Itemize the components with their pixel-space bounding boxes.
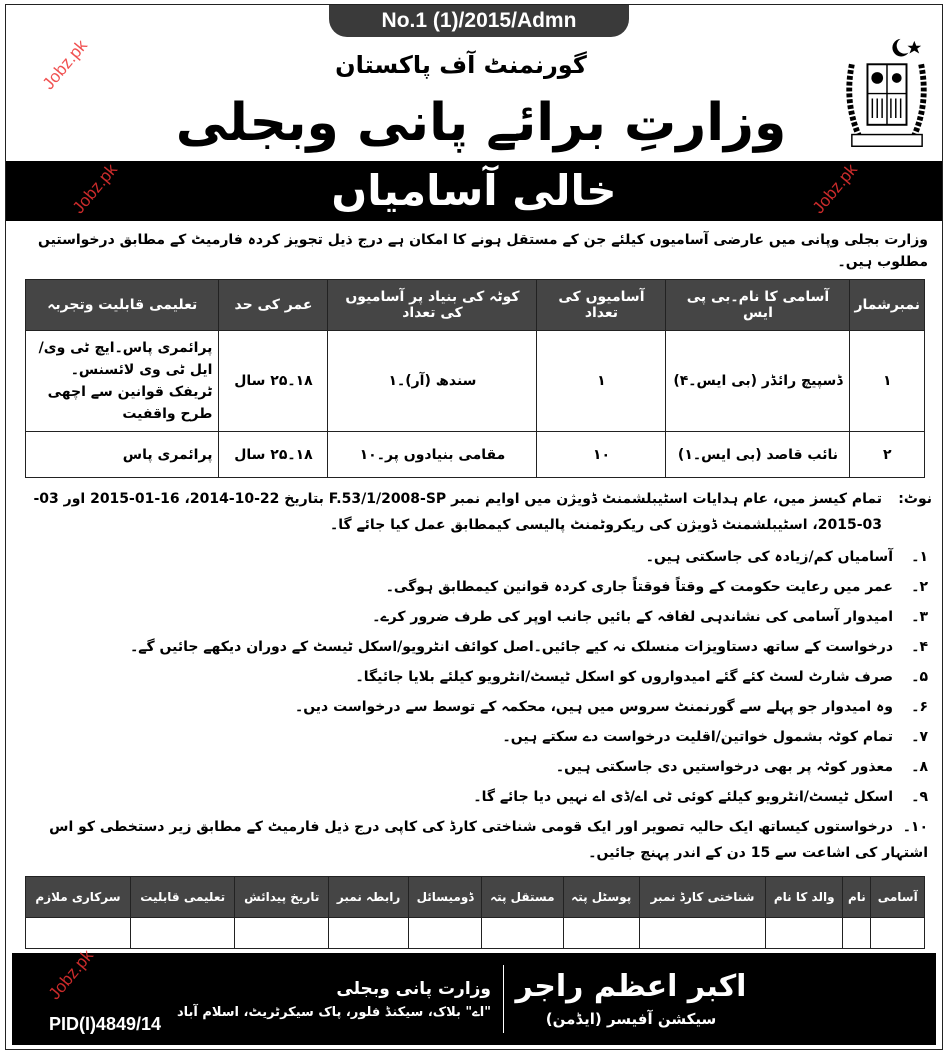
header-post: آسامی کا نام۔بی پی ایس: [666, 280, 850, 331]
empty-cell: [766, 918, 843, 949]
conditions-list: [20, 544, 928, 868]
empty-cell: [26, 918, 131, 949]
header-father-name: والد کا نام: [766, 877, 843, 918]
header-govt-employee: سرکاری ملازم: [26, 877, 131, 918]
empty-cell: [409, 918, 482, 949]
empty-cell: [563, 918, 639, 949]
header-postal-address: پوسٹل پتہ: [563, 877, 639, 918]
ministry-title: وزارتِ برائے پانی وبجلی: [175, 93, 787, 153]
signatory-title: سیکشن آفیسر (ایڈمن): [545, 1010, 717, 1028]
cell-age: ۱۸۔۲۵ سال: [219, 432, 328, 478]
header-qualification: تعلیمی قابلیت: [130, 877, 235, 918]
empty-cell: [843, 918, 871, 949]
signatory-name: اکبر اعظم راجر: [515, 969, 747, 1004]
cell-age: ۱۸۔۲۵ سال: [219, 331, 328, 432]
header-domicile: ڈومیسائل: [409, 877, 482, 918]
watermark: Jobz.pk: [44, 946, 98, 1004]
government-title: گورنمنٹ آف پاکستان: [335, 51, 587, 79]
list-item: ۱۰۔درخواستوں کیساتھ ایک حالیہ تصویر اور ایک قومی شناختی کارڈ کی کاپی درج ذیل فارمیٹ کے مطابق زیر دستخطی کو اس اشتہار کی اشاعت سے 15 دن کے اندر پہنچ جائیں۔: [49, 819, 928, 861]
pid-number: PID(I)4849/14: [48, 1014, 161, 1034]
vacancies-banner-text: خالی آسامیاں: [331, 166, 617, 215]
header-quota: کوٹہ کی بنیاد پر آسامیوں کی تعداد: [328, 280, 537, 331]
department-name: وزارت پانی وبجلی: [336, 979, 491, 999]
note-text: تمام کیسز میں، عام ہدایات اسٹیبلشمنٹ ڈویژن میں اوایم نمبر F.53/1/2008-SP بتاریخ 22-10-2014، 16-01-2015 اور 03-03-2015، اسٹیبلشمنٹ ڈویژن کی ریکروٹمنٹ پالیسی کیمطابق عمل کیا جائے گا۔: [33, 491, 882, 533]
table-row: [26, 918, 925, 949]
cell-count: ۱۰: [537, 432, 666, 478]
header-name: نام: [843, 877, 871, 918]
pid-block: [12, 957, 161, 1041]
cell-qualification: پرائمری پاس۔ایچ ٹی وی/ایل ٹی وی لائسنس۔ ٹریفک قوانین سے اچھی طرح واقفیت: [26, 331, 219, 432]
empty-cell: [639, 918, 765, 949]
header-sno: نمبرشمار: [850, 280, 925, 331]
header-dob: تاریخ پیدائش: [235, 877, 329, 918]
list-item: ۴۔درخواست کے ساتھ دستاویزات منسلک نہ کیے جائیں۔اصل کوائف انٹرویو/اسکل ٹیسٹ کے دوران دیکھے جائیں گے۔: [130, 639, 928, 655]
divider: [503, 965, 504, 1033]
header-contact: رابطہ نمبر: [329, 877, 409, 918]
signatory-block: [516, 957, 746, 1041]
cell-qualification: پرائمری پاس: [26, 432, 219, 478]
list-item: ۵۔صرف شارٹ لسٹ کئے گئے امیدواروں کو اسکل ٹیسٹ/انٹرویو کیلئے بلایا جائیگا۔: [355, 669, 928, 685]
list-item: ۸۔معذور کوٹہ پر بھی درخواستیں دی جاسکتی ہیں۔: [555, 759, 928, 775]
watermark: Jobz.pk: [68, 160, 122, 218]
vacancies-banner: [6, 161, 942, 221]
department-block: [161, 957, 491, 1041]
header-qualification: تعلیمی قابلیت وتجربہ: [26, 280, 219, 331]
table-row: [26, 432, 925, 478]
empty-cell: [482, 918, 563, 949]
cell-post: نائب قاصد (بی ایس۔۱): [666, 432, 850, 478]
list-item: ۲۔عمر میں رعایت حکومت کے وقتاً فوقتاً جاری کردہ قوانین کیمطابق ہوگی۔: [385, 579, 928, 595]
application-format-table: [25, 876, 925, 949]
empty-cell: [235, 918, 329, 949]
note-section: [16, 486, 932, 538]
reference-number: No.1 (1)/2015/Admn: [329, 5, 629, 37]
cell-sno: ۱: [850, 331, 925, 432]
cell-count: ۱: [537, 331, 666, 432]
header-age: عمر کی حد: [219, 280, 328, 331]
department-address: "اے" بلاک، سیکنڈ فلور، پاک سیکرٹریٹ، اسلام آباد: [176, 1005, 491, 1020]
watermark: Jobz.pk: [38, 36, 92, 94]
header-permanent-address: مستقل پتہ: [482, 877, 563, 918]
state-emblem-icon: [839, 35, 934, 157]
table-header-row: [26, 877, 925, 918]
intro-text: وزارت بجلی وپانی میں عارضی آسامیوں کیلئے جن کے مستقل ہونے کا امکان ہے درج ذیل تجویز کردہ فارمیٹ کے مطابق درخواستیں مطلوب ہیں۔: [38, 232, 928, 270]
advertisement-frame: [5, 4, 943, 1050]
empty-cell: [130, 918, 235, 949]
list-item: ۷۔تمام کوٹہ بشمول خواتین/اقلیت درخواست دے سکتے ہیں۔: [502, 729, 928, 745]
list-item: ۹۔اسکل ٹیسٹ/انٹرویو کیلئے کوئی ٹی اے/ڈی اے نہیں دیا جائے گا۔: [473, 789, 928, 805]
cell-quota: مقامی بنیادوں پر۔۱۰: [328, 432, 537, 478]
list-item: ۶۔وہ امیدوار جو پہلے سے گورنمنٹ سروس میں ہیں، محکمہ کے توسط سے درخواست دیں۔: [295, 699, 928, 715]
vacancies-table: [25, 279, 925, 478]
empty-cell: [871, 918, 925, 949]
header-count: آسامیوں کی تعداد: [537, 280, 666, 331]
list-item: ۱۔آسامیاں کم/زیادہ کی جاسکتی ہیں۔: [645, 549, 928, 565]
empty-cell: [329, 918, 409, 949]
cell-post: ڈسپیچ رائڈر (بی ایس۔۴): [666, 331, 850, 432]
watermark: Jobz.pk: [808, 160, 862, 218]
cell-quota: سندھ (آر)۔۱: [328, 331, 537, 432]
header-area: [6, 5, 942, 221]
note-label: نوٹ:: [898, 491, 932, 507]
table-row: [26, 331, 925, 432]
table-header-row: [26, 280, 925, 331]
footer-signature-block: [12, 946, 936, 1045]
list-item: ۳۔امیدوار آسامی کی نشاندہی لفافہ کے بائیں جانب اوپر کی طرف ضرور کرے۔: [372, 609, 928, 625]
header-cnic: شناختی کارڈ نمبر: [639, 877, 765, 918]
cell-sno: ۲: [850, 432, 925, 478]
header-post: آسامی: [871, 877, 925, 918]
